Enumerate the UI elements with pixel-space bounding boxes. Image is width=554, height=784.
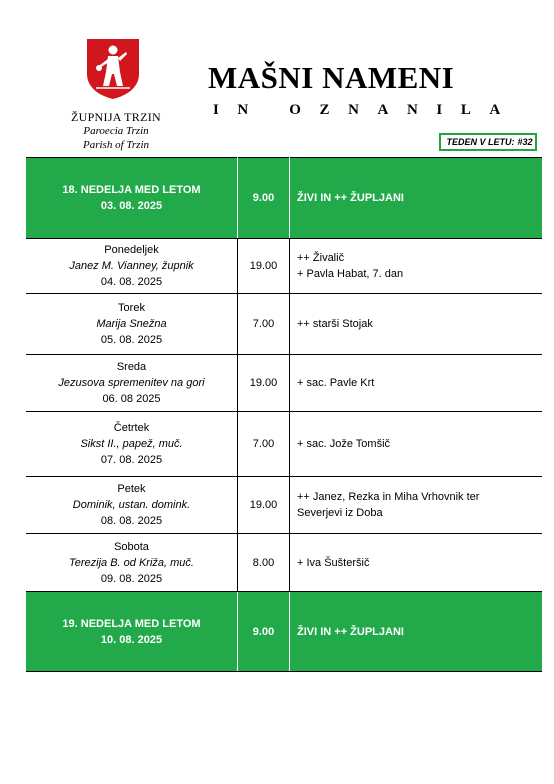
- schedule-row: [26, 412, 542, 477]
- schedule-row-sunday: [26, 158, 542, 239]
- saint-name: Janez M. Vianney, župnik: [69, 260, 194, 272]
- intention: + Iva Šušteršič: [297, 556, 370, 569]
- parish-latin-name: Paroecia Trzin: [83, 125, 149, 137]
- day-name: Petek: [117, 483, 146, 495]
- intention: ŽIVI IN ++ ŽUPLJANI: [297, 625, 404, 638]
- saint-name: Terezija B. od Križa, muč.: [69, 556, 194, 569]
- day-name: Sobota: [114, 540, 149, 553]
- day-name: Torek: [118, 302, 145, 314]
- intention: Severjevi iz Doba: [297, 507, 383, 519]
- mass-time: 19.00: [238, 355, 290, 412]
- day-name: 18. NEDELJA MED LETOM: [62, 184, 201, 196]
- schedule-row-sunday: [26, 592, 542, 672]
- parish-info: [60, 110, 172, 152]
- schedule-row: [26, 239, 542, 294]
- parish-name: ŽUPNIJA TRZIN: [70, 110, 161, 124]
- day-name: Četrtek: [113, 422, 150, 434]
- mass-time: 19.00: [238, 239, 290, 294]
- day-date: 05. 08. 2025: [100, 334, 163, 346]
- mass-time: 9.00: [238, 158, 290, 239]
- intention-cell: [290, 534, 543, 592]
- day-date: 09. 08. 2025: [100, 572, 163, 585]
- day-cell: [26, 477, 238, 534]
- week-badge: [439, 133, 537, 151]
- schedule-row: [26, 355, 542, 412]
- day-name: 19. NEDELJA MED LETOM: [62, 617, 201, 630]
- day-date: 10. 08. 2025: [100, 633, 163, 646]
- intention: ++ Janez, Rezka in Miha Vrhovnik ter: [297, 491, 480, 503]
- page-title: MAŠNI NAMENI: [208, 60, 455, 95]
- intention: + sac. Jože Tomšič: [297, 438, 391, 450]
- intention-cell: [290, 592, 543, 672]
- day-cell: [26, 158, 238, 239]
- day-cell: [26, 294, 238, 355]
- intention-cell: [290, 239, 543, 294]
- schedule-row: [26, 294, 542, 355]
- day-date: 04. 08. 2025: [100, 276, 163, 288]
- intention-cell: [290, 477, 543, 534]
- day-cell: [26, 592, 238, 672]
- schedule-row: [26, 534, 542, 592]
- mass-time: 9.00: [238, 592, 290, 672]
- intention-cell: [290, 294, 543, 355]
- saint-name: Marija Snežna: [96, 318, 167, 330]
- intention: + sac. Pavle Krt: [297, 377, 375, 389]
- day-date: 03. 08. 2025: [100, 200, 163, 212]
- intention: ŽIVI IN ++ ŽUPLJANI: [297, 192, 404, 204]
- day-cell: [26, 412, 238, 477]
- week-label: TEDEN V LETU:: [446, 137, 515, 147]
- saint-name: Jezusova spremenitev na gori: [58, 377, 205, 389]
- saint-name: Sikst II., papež, muč.: [80, 438, 183, 450]
- day-name: Sreda: [116, 361, 147, 373]
- intention: ++ starši Stojak: [297, 318, 373, 330]
- schedule-row: [26, 477, 542, 534]
- intention: + Pavla Habat, 7. dan: [297, 268, 404, 280]
- day-date: 08. 08. 2025: [100, 515, 163, 527]
- day-date: 07. 08. 2025: [100, 454, 163, 466]
- intention-cell: [290, 412, 543, 477]
- day-cell: [26, 534, 238, 592]
- page-subtitle: IN OZNANILA: [213, 102, 519, 118]
- intention: ++ Živalič: [297, 252, 345, 264]
- week-number: #32: [517, 137, 533, 147]
- day-cell: [26, 239, 238, 294]
- intention-cell: [290, 355, 543, 412]
- mass-schedule-table: [26, 157, 542, 672]
- day-date: 06. 08 2025: [102, 393, 161, 405]
- parish-english-name: Parish of Trzin: [82, 139, 150, 151]
- mass-time: 7.00: [238, 412, 290, 477]
- mass-time: 7.00: [238, 294, 290, 355]
- day-name: Ponedeljek: [104, 244, 159, 256]
- intention-cell: [290, 158, 543, 239]
- saint-name: Dominik, ustan. domink.: [72, 499, 191, 511]
- mass-time: 8.00: [238, 534, 290, 592]
- day-cell: [26, 355, 238, 412]
- mass-time: 19.00: [238, 477, 290, 534]
- parish-coat-of-arms: [86, 38, 140, 100]
